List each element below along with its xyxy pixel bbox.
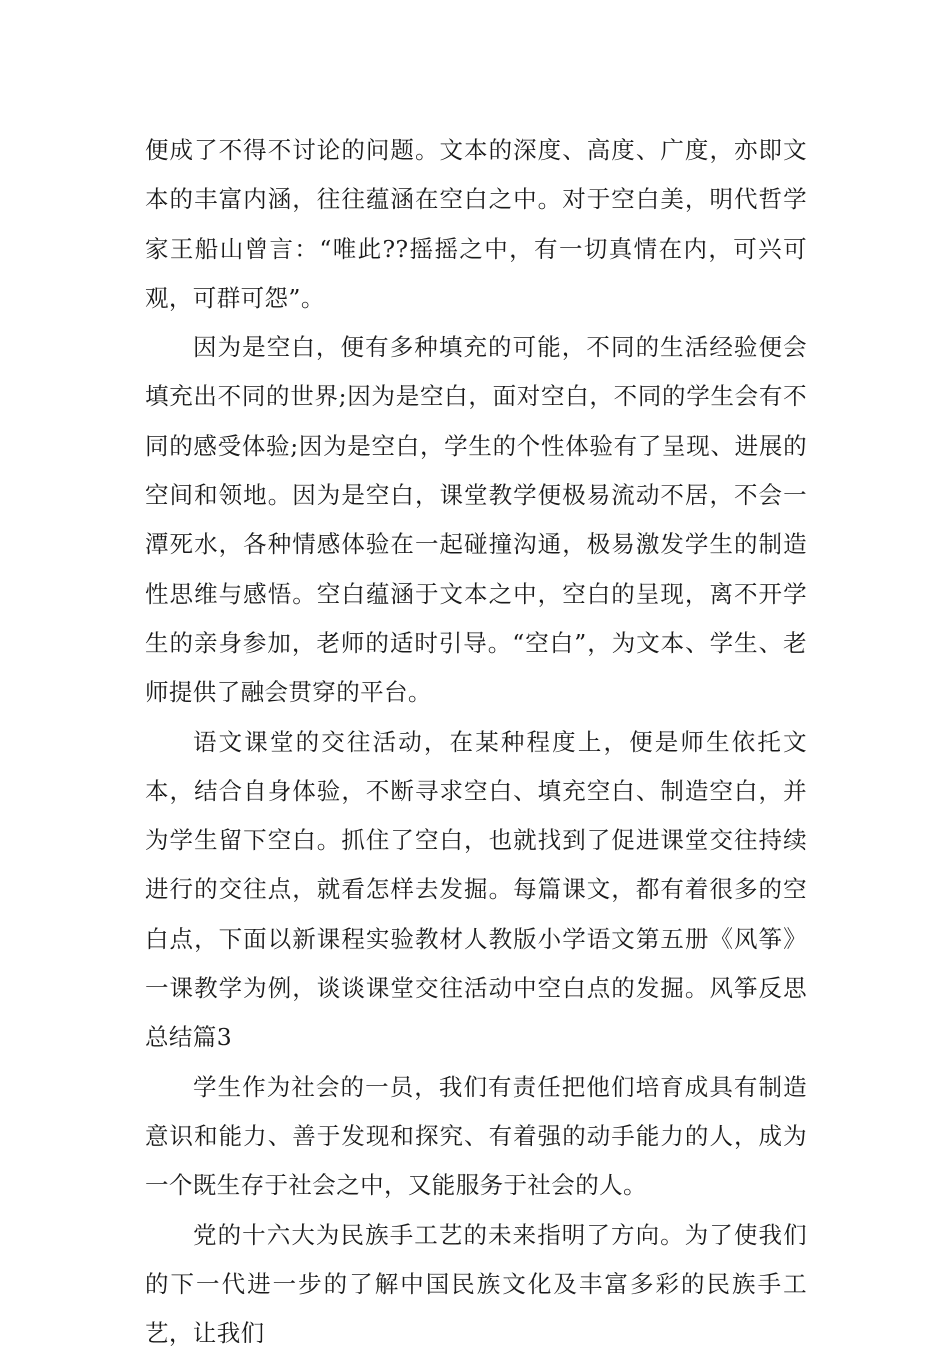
- paragraph-4: 学生作为社会的一员，我们有责任把他们培育成具有制造意识和能力、善于发现和探究、有着强的动手能力的人，成为一个既生存于社会之中，又能服务于社会的人。: [145, 1072, 807, 1200]
- paragraph-3: 语文课堂的交往活动，在某种程度上，便是师生依托文本，结合自身体验，不断寻求空白、填充空白、制造空白，并为学生留下空白。抓住了空白，也就找到了促进课堂交往持续进行的交往点，就看怎样去发掘。每篇课文，都有着很多的空白点，下面以新课程实验教材人教版小学语文第五册《风筝》一课教学为例，谈谈课堂交往活动中空白点的发掘。风筝反思总结篇3: [145, 727, 807, 1052]
- paragraph-1: 便成了不得不讨论的问题。文本的深度、高度、广度，亦即文本的丰富内涵，往往蕴涵在空白之中。对于空白美，明代哲学家王船山曾言：“唯此??摇摇之中，有一切真情在内，可兴可观，可群可怨”。: [145, 136, 807, 312]
- paragraph-5: 党的十六大为民族手工艺的未来指明了方向。为了使我们的下一代进一步的了解中国民族文化及丰富多彩的民族手工艺，让我们: [145, 1220, 807, 1348]
- paragraph-2: 因为是空白，便有多种填充的可能，不同的生活经验便会填充出不同的世界;因为是空白，面对空白，不同的学生会有不同的感受体验;因为是空白，学生的个性体验有了呈现、进展的空间和领地。因为是空白，课堂教学便极易流动不居，不会一潭死水，各种情感体验在一起碰撞沟通，极易激发学生的制造性思维与感悟。空白蕴涵于文本之中，空白的呈现，离不开学生的亲身参加，老师的适时引导。“空白”，为文本、学生、老师提供了融会贯穿的平台。: [145, 333, 807, 707]
- document-body: [145, 126, 807, 1358]
